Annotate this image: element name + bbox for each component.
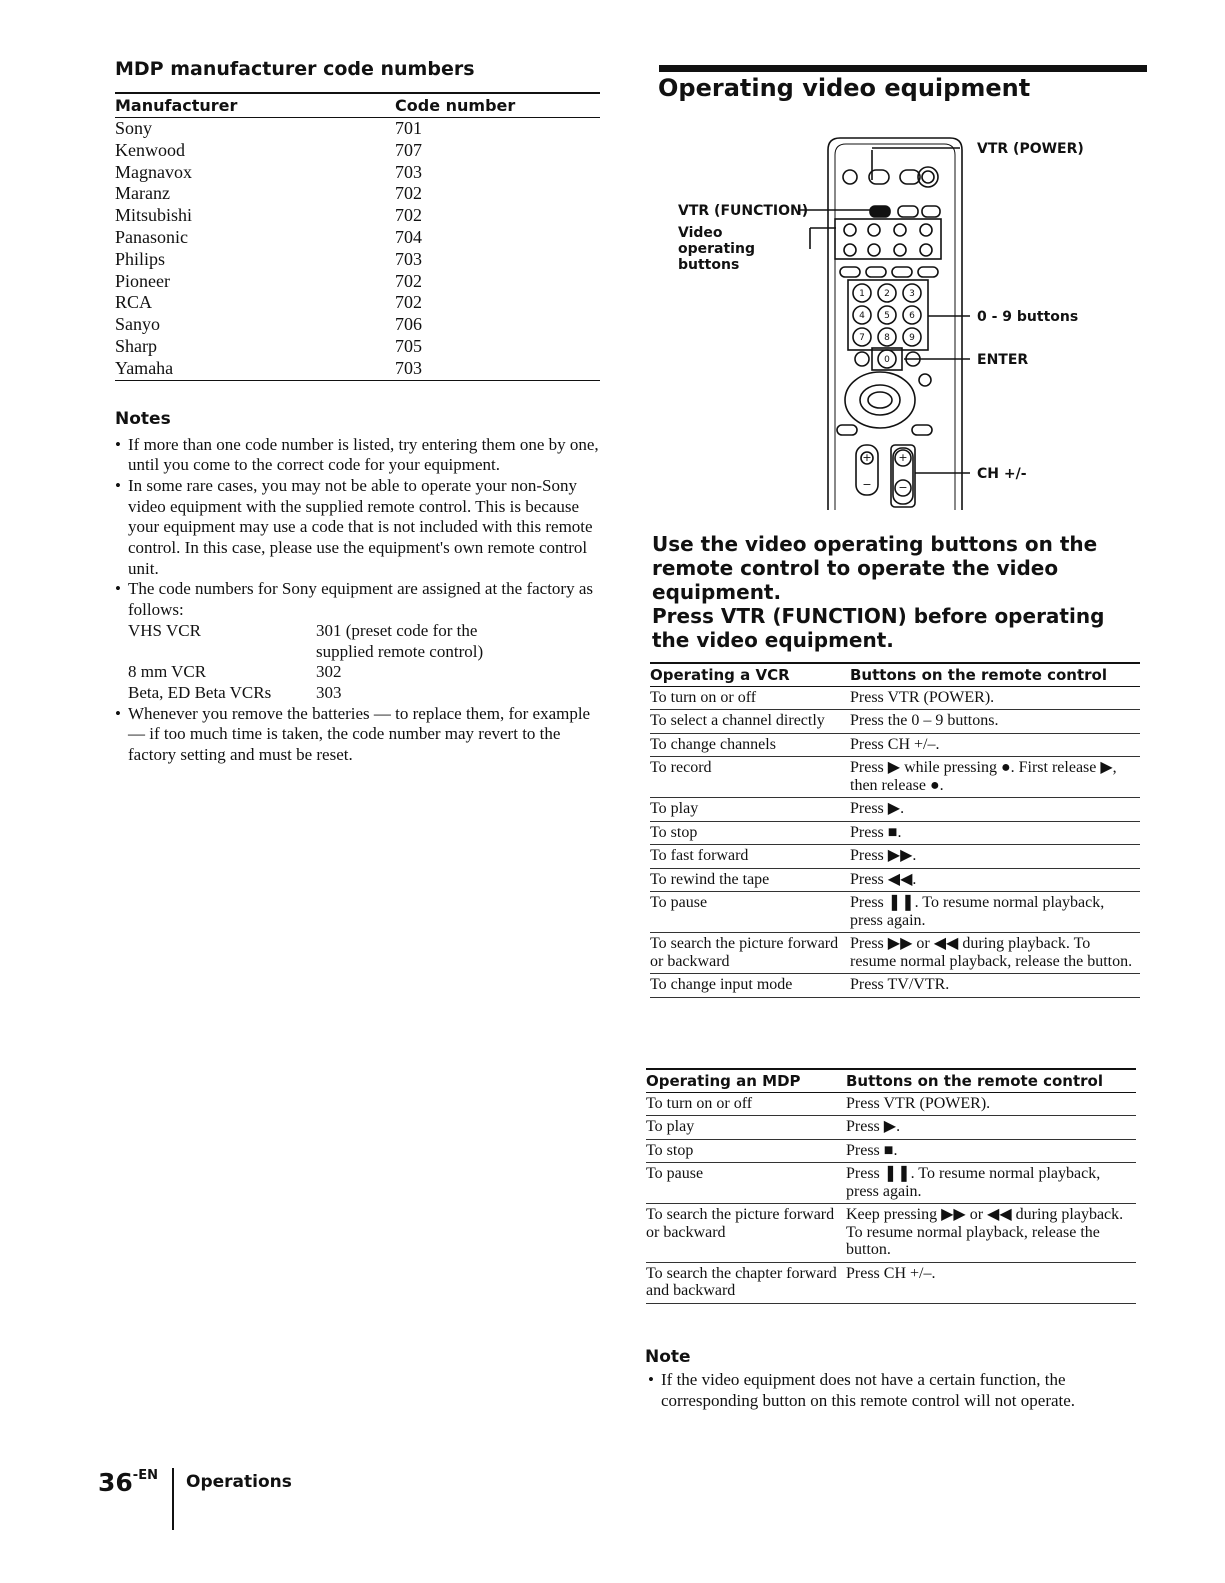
note-item: • If more than one code number is listed, try entering them one by one, until you come to the correct code for your equipment. — [115, 435, 605, 476]
table-row — [115, 336, 600, 358]
mdp-button-action: Keep pressing ▶▶ or ◀◀ during playback. To resume normal playback, release the button. — [846, 1204, 1136, 1263]
svg-text:+: + — [898, 451, 908, 464]
sony-code-value: 302 — [316, 662, 342, 682]
table-row — [115, 314, 600, 336]
vcr-operation: To turn on or off — [650, 686, 850, 710]
table-row — [115, 205, 600, 227]
svg-text:4: 4 — [859, 311, 865, 321]
mdp-operation: To play — [646, 1116, 846, 1140]
page-suffix: -EN — [132, 1468, 158, 1483]
mdp-rows — [646, 1092, 1136, 1303]
manufacturer-code: 702 — [395, 205, 422, 226]
manufacturer-code: 703 — [395, 161, 422, 182]
mdp-codes-title: MDP manufacturer code numbers — [115, 58, 475, 80]
svg-text:2: 2 — [884, 289, 890, 299]
callout-ch: CH +/- — [977, 466, 1027, 482]
vcr-button-action: Press the 0 – 9 buttons. — [850, 710, 1140, 734]
page-number: 36 — [98, 1468, 133, 1497]
svg-text:+: + — [862, 451, 872, 464]
mdp-operation: To search the chapter forward and backward — [646, 1262, 846, 1303]
vcr-button-action: Press CH +/–. — [850, 733, 1140, 757]
vcr-button-action: Press ❚❚. To resume normal playback, press again. — [850, 892, 1140, 933]
mdp-operation: To pause — [646, 1163, 846, 1204]
vcr-col-header: Buttons on the remote control — [850, 663, 1140, 686]
table-row — [646, 1204, 1136, 1263]
callout-vtr-power: VTR (POWER) — [977, 141, 1084, 157]
notes-heading: Notes — [115, 408, 171, 429]
sony-code-equipment: Beta, ED Beta VCRs — [128, 683, 272, 702]
svg-text:1: 1 — [859, 289, 865, 299]
manufacturer-name: Pioneer — [115, 270, 170, 291]
svg-text:6: 6 — [909, 311, 915, 321]
left-column — [115, 58, 605, 766]
note-text: The code numbers for Sony equipment are assigned at the factory as follows: — [128, 579, 593, 620]
mdp-button-action: Press VTR (POWER). — [846, 1092, 1136, 1116]
table-row — [646, 1163, 1136, 1204]
col-header-manufacturer: Manufacturer — [115, 93, 395, 118]
section-title: Operating video equipment — [658, 74, 1031, 102]
svg-text:−: − — [898, 481, 908, 494]
manufacturer-code: 705 — [395, 335, 422, 356]
manufacturer-name: Magnavox — [115, 161, 192, 182]
sony-code-value: 303 — [316, 683, 342, 702]
mdp-button-action: Press CH +/–. — [846, 1262, 1136, 1303]
page-footer — [98, 1468, 158, 1497]
mdp-button-action: Press ❚❚. To resume normal playback, press again. — [846, 1163, 1136, 1204]
svg-text:−: − — [862, 478, 872, 491]
vcr-button-action: Press VTR (POWER). — [850, 686, 1140, 710]
table-row — [650, 974, 1140, 998]
vcr-button-action: Press ■. — [850, 821, 1140, 845]
table-row — [650, 892, 1140, 933]
table-row — [115, 358, 600, 380]
table-row — [650, 710, 1140, 734]
manufacturer-name: Sony — [115, 118, 153, 138]
sony-code-list — [128, 621, 605, 704]
table-row — [115, 249, 600, 271]
table-row — [650, 821, 1140, 845]
mdp-operation: To turn on or off — [646, 1092, 846, 1116]
table-row — [650, 868, 1140, 892]
vcr-operation: To select a channel directly — [650, 710, 850, 734]
vcr-button-action: Press ▶. — [850, 798, 1140, 822]
table-row — [650, 757, 1140, 798]
manufacturer-code: 706 — [395, 314, 422, 335]
manufacturer-rows — [115, 118, 600, 381]
manufacturer-name: Mitsubishi — [115, 205, 193, 226]
manufacturer-name: Sanyo — [115, 314, 160, 335]
table-row — [650, 933, 1140, 974]
mdp-operation: To stop — [646, 1139, 846, 1163]
svg-text:0: 0 — [884, 355, 890, 365]
callout-video-operating: Video operating buttons — [678, 225, 755, 273]
manufacturer-code: 707 — [395, 139, 422, 160]
mdp-button-action: Press ▶. — [846, 1116, 1136, 1140]
manufacturer-code: 702 — [395, 270, 422, 291]
manufacturer-name: RCA — [115, 292, 153, 313]
mdp-button-action: Press ■. — [846, 1139, 1136, 1163]
note-item: • Whenever you remove the batteries — to replace them, for example — if too much time is taken, the code number may revert to the factory setting and must be reset. — [115, 704, 605, 766]
table-row — [115, 140, 600, 162]
table-row — [650, 686, 1140, 710]
table-row — [646, 1139, 1136, 1163]
sony-code-equipment: 8 mm VCR — [128, 662, 207, 682]
intro-line: Use the video operating buttons on the remote control to operate the video equipment. — [652, 532, 1098, 604]
manufacturer-name: Maranz — [115, 183, 170, 204]
mdp-operation: To search the picture forward or backward — [646, 1204, 846, 1263]
table-row — [115, 183, 600, 205]
vcr-operation: To rewind the tape — [650, 868, 850, 892]
note-text: • If the video equipment does not have a certain function, the corresponding button on this remote control will not operate. — [648, 1369, 1141, 1411]
table-row — [115, 292, 600, 314]
vcr-operation: To play — [650, 798, 850, 822]
vcr-button-action: Press ▶ while pressing ●. First release ▶, then release ●. — [850, 757, 1140, 798]
remote-control-illustration — [660, 130, 1100, 520]
vcr-operation: To change input mode — [650, 974, 850, 998]
footer-section: Operations — [186, 1472, 292, 1492]
table-row — [115, 162, 600, 184]
vcr-rows — [650, 686, 1140, 997]
manufacturer-code: 704 — [395, 226, 422, 247]
note-item: • In some rare cases, you may not be able to operate your non-Sony video equipment with the supplied remote control. This is because your equipment may use a code that is not included with this remote control. In this case, please use the equipment's own remote control unit. — [115, 476, 605, 580]
manufacturer-code: 703 — [395, 248, 422, 269]
footer-divider — [172, 1468, 174, 1530]
callout-enter: ENTER — [977, 352, 1029, 368]
manufacturer-code: 702 — [395, 183, 422, 204]
manufacturer-code: 701 — [395, 118, 422, 138]
vcr-operation: To search the picture forward or backward — [650, 933, 850, 974]
manufacturer-code: 702 — [395, 292, 422, 313]
table-row — [650, 733, 1140, 757]
manufacturer-code: 703 — [395, 358, 600, 380]
vcr-button-action: Press ◀◀. — [850, 868, 1140, 892]
sony-code-equipment: VHS VCR — [128, 620, 201, 640]
table-row — [646, 1262, 1136, 1303]
svg-text:7: 7 — [859, 333, 865, 343]
table-row — [115, 271, 600, 293]
vcr-operation: To fast forward — [650, 845, 850, 869]
manufacturer-name: Yamaha — [115, 358, 395, 380]
callout-zero-nine: 0 - 9 buttons — [977, 309, 1079, 325]
note-item — [115, 579, 605, 703]
table-row — [115, 118, 600, 140]
vcr-button-action: Press TV/VTR. — [850, 974, 1140, 998]
callout-vtr-function: VTR (FUNCTION) — [678, 203, 809, 219]
vcr-operation: To pause — [650, 892, 850, 933]
manufacturer-name: Panasonic — [115, 226, 188, 247]
table-row — [650, 845, 1140, 869]
vcr-col-header: Operating a VCR — [650, 663, 850, 686]
svg-text:3: 3 — [909, 289, 915, 299]
manufacturer-name: Sharp — [115, 335, 157, 356]
manufacturer-code-table — [115, 92, 600, 381]
notes-list — [115, 435, 605, 766]
manufacturer-name: Kenwood — [115, 139, 185, 160]
table-row — [115, 227, 600, 249]
svg-text:8: 8 — [884, 333, 890, 343]
vcr-operation: To record — [650, 757, 850, 798]
table-row — [646, 1092, 1136, 1116]
table-row — [650, 798, 1140, 822]
sony-code-value: 301 (preset code for the supplied remote control) — [316, 620, 484, 661]
mdp-col-header: Buttons on the remote control — [846, 1069, 1136, 1092]
intro-line: Press VTR (FUNCTION) before operating the video equipment. — [652, 604, 1105, 652]
manufacturer-name: Philips — [115, 248, 166, 269]
svg-text:5: 5 — [884, 311, 890, 321]
vcr-button-action: Press ▶▶. — [850, 845, 1140, 869]
vcr-operation: To stop — [650, 821, 850, 845]
mdp-operation-table — [646, 1068, 1136, 1304]
col-header-code: Code number — [395, 93, 600, 118]
vcr-operation-table — [650, 662, 1140, 998]
intro-instructions — [652, 532, 1147, 652]
section-rule — [659, 65, 1147, 72]
note-heading: Note — [645, 1347, 691, 1367]
table-row — [646, 1116, 1136, 1140]
mdp-col-header: Operating an MDP — [646, 1069, 846, 1092]
vcr-button-action: Press ▶▶ or ◀◀ during playback. To resume normal playback, release the button. — [850, 933, 1140, 974]
vcr-operation: To change channels — [650, 733, 850, 757]
svg-text:9: 9 — [909, 333, 915, 343]
